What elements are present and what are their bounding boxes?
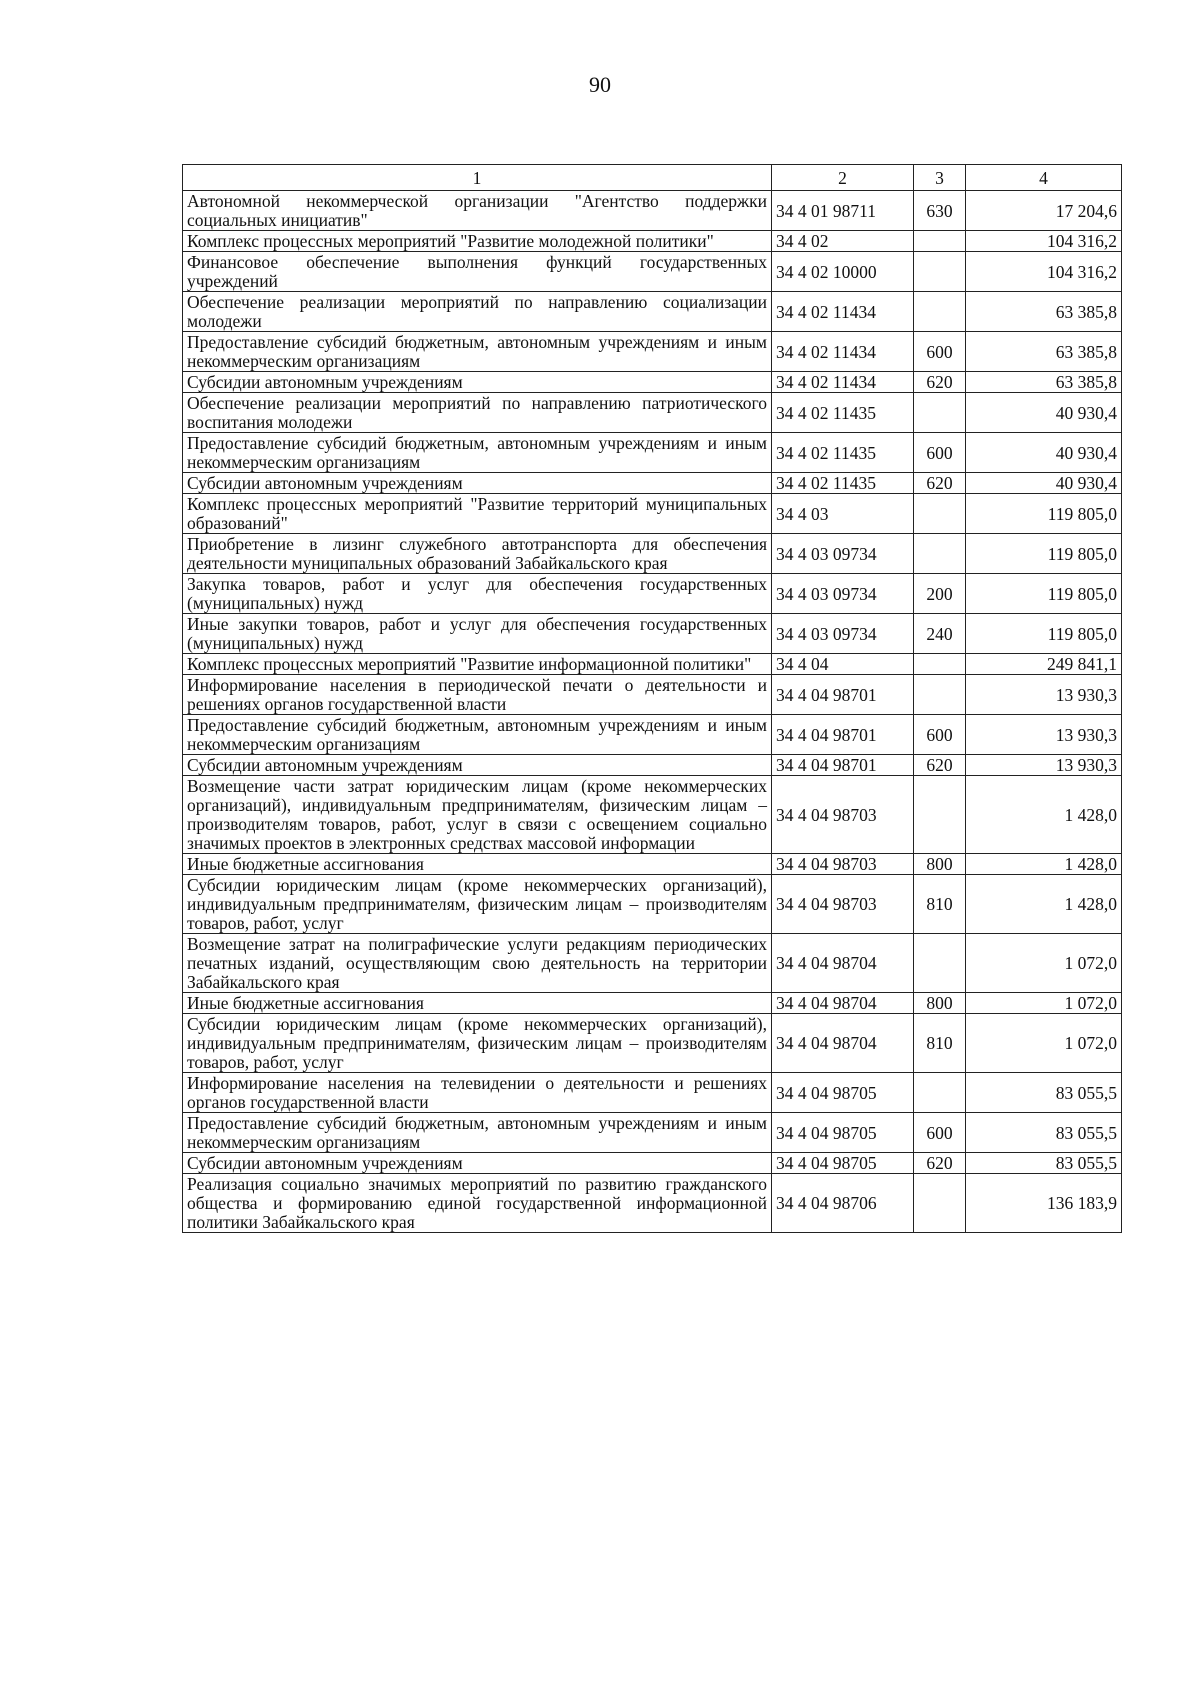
row-amount-cell: 119 805,0 [966,614,1122,654]
row-expense-type-cell: 200 [914,574,966,614]
row-expense-type-cell [914,1174,966,1233]
row-amount-cell: 83 055,5 [966,1113,1122,1153]
row-code-cell: 34 4 04 98705 [772,1073,914,1113]
row-code-cell: 34 4 02 11434 [772,292,914,332]
row-expense-type-cell [914,675,966,715]
row-amount-cell: 119 805,0 [966,534,1122,574]
row-name-cell: Предоставление субсидий бюджетным, автономным учреждениям и иным некоммерческим организациям [183,715,772,755]
row-expense-type-cell [914,252,966,292]
row-expense-type-cell: 600 [914,715,966,755]
row-name-cell: Приобретение в лизинг служебного автотранспорта для обеспечения деятельности муниципальных образований Забайкальского края [183,534,772,574]
row-expense-type-cell: 620 [914,473,966,494]
row-expense-type-cell: 810 [914,875,966,934]
table-row [183,993,1122,1014]
table-row [183,755,1122,776]
header-col-3: 3 [914,165,966,191]
table-row [183,574,1122,614]
row-name-cell: Комплекс процессных мероприятий "Развитие молодежной политики" [183,231,772,252]
budget-table [182,164,1122,1233]
table-row [183,654,1122,675]
table-row [183,231,1122,252]
row-code-cell: 34 4 02 11434 [772,332,914,372]
row-code-cell: 34 4 04 98701 [772,675,914,715]
row-code-cell: 34 4 02 11434 [772,372,914,393]
row-name-cell: Иные бюджетные ассигнования [183,993,772,1014]
row-expense-type-cell [914,494,966,534]
table-row [183,372,1122,393]
row-amount-cell: 119 805,0 [966,494,1122,534]
row-code-cell: 34 4 04 98703 [772,854,914,875]
table-row [183,614,1122,654]
row-name-cell: Субсидии автономным учреждениям [183,755,772,776]
row-name-cell: Информирование населения на телевидении о деятельности и решениях органов государственной власти [183,1073,772,1113]
row-name-cell: Автономной некоммерческой организации "Агентство поддержки социальных инициатив" [183,191,772,231]
row-expense-type-cell [914,654,966,675]
row-name-cell: Предоставление субсидий бюджетным, автономным учреждениям и иным некоммерческим организациям [183,332,772,372]
row-code-cell: 34 4 04 98706 [772,1174,914,1233]
row-expense-type-cell: 620 [914,755,966,776]
row-amount-cell: 136 183,9 [966,1174,1122,1233]
row-expense-type-cell: 620 [914,1153,966,1174]
row-amount-cell: 1 428,0 [966,854,1122,875]
row-name-cell: Субсидии автономным учреждениям [183,1153,772,1174]
row-amount-cell: 13 930,3 [966,715,1122,755]
row-name-cell: Субсидии автономным учреждениям [183,372,772,393]
row-name-cell: Обеспечение реализации мероприятий по направлению патриотического воспитания молодежи [183,393,772,433]
row-name-cell: Обеспечение реализации мероприятий по направлению социализации молодежи [183,292,772,332]
row-expense-type-cell [914,393,966,433]
row-code-cell: 34 4 04 98704 [772,934,914,993]
row-expense-type-cell [914,292,966,332]
row-code-cell: 34 4 02 10000 [772,252,914,292]
row-code-cell: 34 4 03 09734 [772,534,914,574]
table-row [183,332,1122,372]
table-row [183,494,1122,534]
row-code-cell: 34 4 04 [772,654,914,675]
row-name-cell: Финансовое обеспечение выполнения функций государственных учреждений [183,252,772,292]
row-amount-cell: 1 428,0 [966,776,1122,854]
row-code-cell: 34 4 02 [772,231,914,252]
row-name-cell: Субсидии юридическим лицам (кроме некоммерческих организаций), индивидуальным предпринимателям, физическим лицам – производителям товаров, работ, услуг [183,875,772,934]
row-amount-cell: 119 805,0 [966,574,1122,614]
row-expense-type-cell: 620 [914,372,966,393]
row-code-cell: 34 4 03 09734 [772,574,914,614]
row-amount-cell: 40 930,4 [966,433,1122,473]
row-name-cell: Возмещение части затрат юридическим лицам (кроме некоммерческих организаций), индивидуальным предпринимателям, физическим лицам – производителям товаров, работ, услуг в связи с освещением социально значимых проектов в электронных средствах массовой информации [183,776,772,854]
row-expense-type-cell [914,1073,966,1113]
table-row [183,1174,1122,1233]
table-header [183,165,1122,191]
row-code-cell: 34 4 02 11435 [772,393,914,433]
page-number: 90 [589,72,611,97]
row-code-cell: 34 4 04 98705 [772,1113,914,1153]
table-row [183,292,1122,332]
row-name-cell: Иные закупки товаров, работ и услуг для обеспечения государственных (муниципальных) нужд [183,614,772,654]
header-row [183,165,1122,191]
row-name-cell: Предоставление субсидий бюджетным, автономным учреждениям и иным некоммерческим организациям [183,1113,772,1153]
row-amount-cell: 40 930,4 [966,473,1122,494]
row-name-cell: Закупка товаров, работ и услуг для обеспечения государственных (муниципальных) нужд [183,574,772,614]
table-row [183,1073,1122,1113]
row-amount-cell: 104 316,2 [966,252,1122,292]
row-name-cell: Информирование населения в периодической печати о деятельности и решениях органов государственной власти [183,675,772,715]
table-row [183,191,1122,231]
row-amount-cell: 104 316,2 [966,231,1122,252]
row-name-cell: Реализация социально значимых мероприятий по развитию гражданского общества и формированию единой государственной информационной политики Забайкальского края [183,1174,772,1233]
row-amount-cell: 17 204,6 [966,191,1122,231]
row-amount-cell: 63 385,8 [966,372,1122,393]
row-expense-type-cell [914,934,966,993]
table-row [183,1153,1122,1174]
row-amount-cell: 63 385,8 [966,292,1122,332]
row-expense-type-cell: 600 [914,1113,966,1153]
header-col-2: 2 [772,165,914,191]
row-expense-type-cell: 240 [914,614,966,654]
row-code-cell: 34 4 02 11435 [772,473,914,494]
table-row [183,252,1122,292]
row-code-cell: 34 4 04 98705 [772,1153,914,1174]
row-code-cell: 34 4 04 98701 [772,755,914,776]
row-expense-type-cell: 800 [914,854,966,875]
table-row [183,875,1122,934]
row-name-cell: Комплекс процессных мероприятий "Развитие информационной политики" [183,654,772,675]
table-row [183,393,1122,433]
row-code-cell: 34 4 03 [772,494,914,534]
table-body [183,191,1122,1233]
table-row [183,473,1122,494]
table-row [183,433,1122,473]
row-expense-type-cell [914,534,966,574]
row-name-cell: Возмещение затрат на полиграфические услуги редакциям периодических печатных изданий, осуществляющим свою деятельность на территории Забайкальского края [183,934,772,993]
table-row [183,934,1122,993]
row-amount-cell: 40 930,4 [966,393,1122,433]
header-col-1: 1 [183,165,772,191]
row-expense-type-cell [914,776,966,854]
row-expense-type-cell [914,231,966,252]
row-expense-type-cell: 600 [914,332,966,372]
table-row [183,534,1122,574]
row-amount-cell: 13 930,3 [966,755,1122,776]
row-code-cell: 34 4 04 98704 [772,993,914,1014]
table-row [183,776,1122,854]
row-name-cell: Иные бюджетные ассигнования [183,854,772,875]
row-code-cell: 34 4 02 11435 [772,433,914,473]
row-code-cell: 34 4 04 98703 [772,875,914,934]
row-amount-cell: 83 055,5 [966,1073,1122,1113]
table-row [183,715,1122,755]
row-amount-cell: 1 072,0 [966,1014,1122,1073]
header-col-4: 4 [966,165,1122,191]
row-name-cell: Комплекс процессных мероприятий "Развитие территорий муниципальных образований" [183,494,772,534]
row-expense-type-cell: 630 [914,191,966,231]
row-expense-type-cell: 600 [914,433,966,473]
row-name-cell: Предоставление субсидий бюджетным, автономным учреждениям и иным некоммерческим организациям [183,433,772,473]
row-amount-cell: 63 385,8 [966,332,1122,372]
row-code-cell: 34 4 04 98701 [772,715,914,755]
table-row [183,854,1122,875]
table-row [183,675,1122,715]
row-code-cell: 34 4 04 98704 [772,1014,914,1073]
row-expense-type-cell: 800 [914,993,966,1014]
row-name-cell: Субсидии юридическим лицам (кроме некоммерческих организаций), индивидуальным предпринимателям, физическим лицам – производителям товаров, работ, услуг [183,1014,772,1073]
row-expense-type-cell: 810 [914,1014,966,1073]
row-amount-cell: 1 072,0 [966,934,1122,993]
row-amount-cell: 1 072,0 [966,993,1122,1014]
row-code-cell: 34 4 03 09734 [772,614,914,654]
row-name-cell: Субсидии автономным учреждениям [183,473,772,494]
row-code-cell: 34 4 01 98711 [772,191,914,231]
row-amount-cell: 1 428,0 [966,875,1122,934]
table-row [183,1113,1122,1153]
table-row [183,1014,1122,1073]
row-amount-cell: 83 055,5 [966,1153,1122,1174]
row-amount-cell: 13 930,3 [966,675,1122,715]
row-code-cell: 34 4 04 98703 [772,776,914,854]
row-amount-cell: 249 841,1 [966,654,1122,675]
